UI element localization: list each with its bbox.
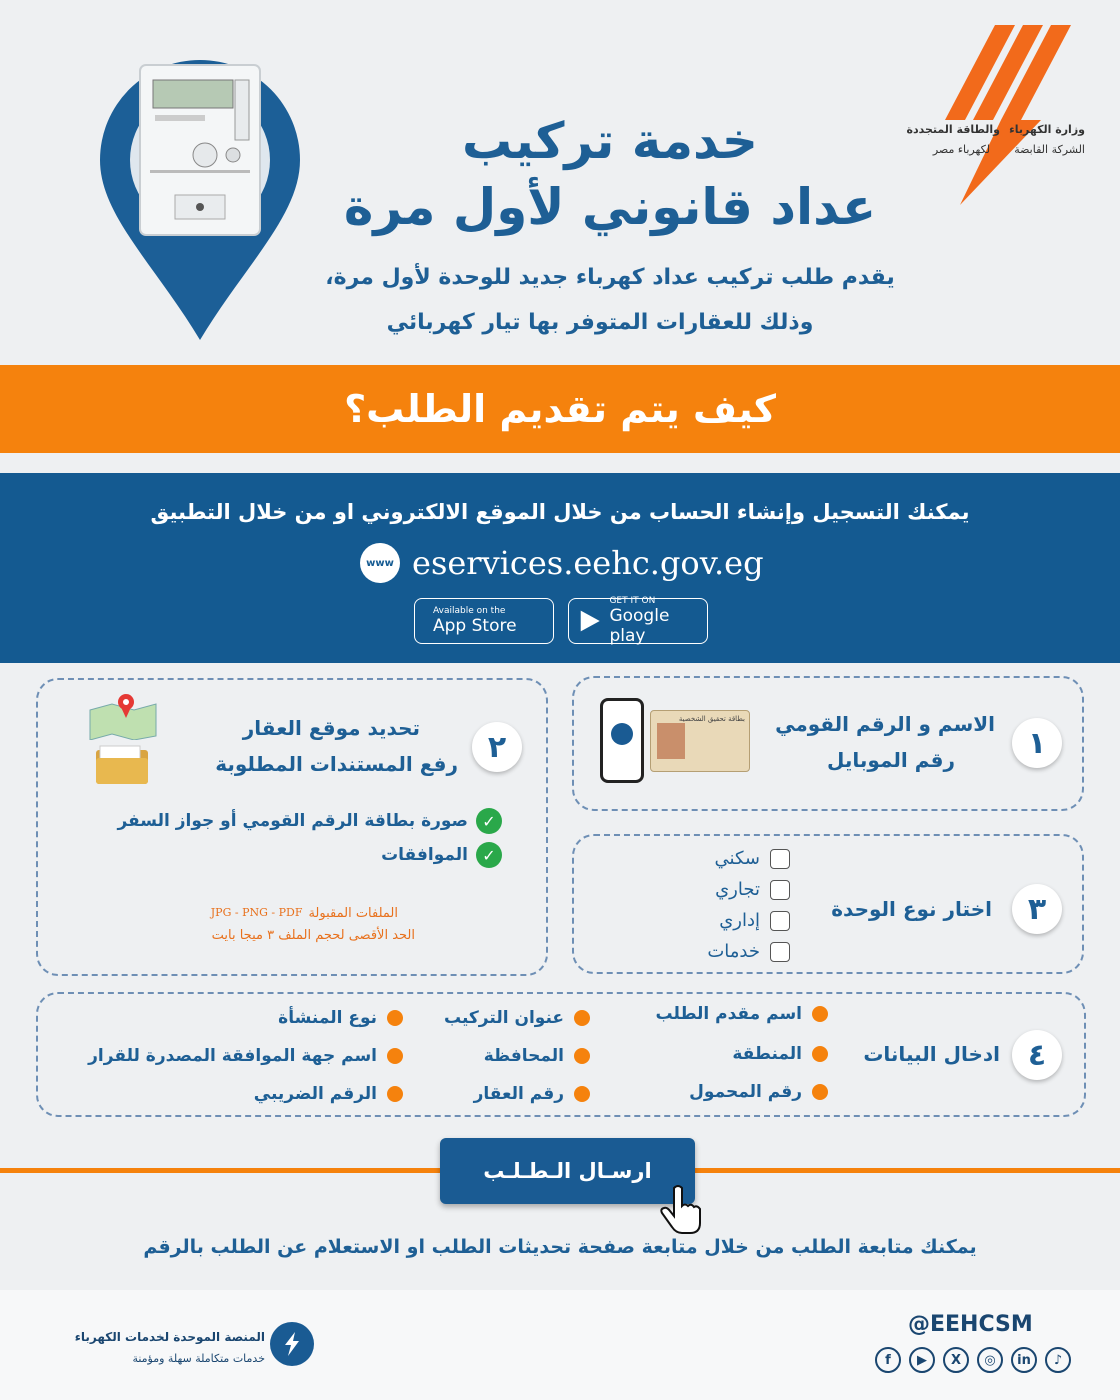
meter-pin-illustration [95, 55, 305, 345]
youtube-icon[interactable]: ▶ [909, 1347, 935, 1373]
hand-cursor-icon [660, 1184, 704, 1234]
logo-line3: الشركة القابضة [1014, 143, 1085, 156]
logo-line1: وزارة الكهرباء [1009, 123, 1085, 136]
step2-line2: رفع المستندات المطلوبة [215, 752, 458, 776]
field-applicant-name: اسم مقدم الطلب [620, 1004, 828, 1024]
platform-tagline: خدمات متكاملة سهلة ومؤمنة [132, 1352, 265, 1365]
step1-box [572, 676, 1084, 811]
x-icon[interactable]: X [943, 1347, 969, 1373]
required-doc-2: ✓ الموافقات [100, 842, 502, 868]
checkbox[interactable] [770, 911, 790, 931]
step4-label: ادخال البيانات [863, 1042, 1000, 1066]
checkbox[interactable] [770, 880, 790, 900]
social-links [875, 1347, 1071, 1373]
unit-type-services[interactable]: خدمات [680, 941, 790, 962]
accepted-files-note [170, 906, 398, 921]
step2-number: ٢ [472, 722, 522, 772]
field-property-number: رقم العقار [420, 1084, 590, 1104]
field-tax-number: الرقم الضريبي [55, 1084, 403, 1104]
field-district: المنطقة [620, 1044, 828, 1064]
logo-line4: لكهرباء مصر [932, 143, 990, 156]
step2-line1: تحديد موقع العقار [242, 716, 420, 740]
app-store-button[interactable] [414, 598, 554, 644]
check-icon: ✓ [476, 808, 502, 834]
googleplay-small-text: GET IT ON [609, 596, 656, 606]
step4-number: ٤ [1012, 1030, 1062, 1080]
subtitle-line1: يقدم طلب تركيب عداد كهرباء جديد للوحدة لأول مرة، [325, 265, 895, 290]
appstore-small-text: Available on the [433, 606, 506, 616]
logo-line2: والطاقة المتجددة [906, 123, 1000, 136]
unit-type-commercial[interactable]: تجاري [680, 879, 790, 900]
step3-number: ٣ [1012, 884, 1062, 934]
field-installation-address: عنوان التركيب [420, 1008, 590, 1028]
step1-number: ١ [1012, 718, 1062, 768]
ministry-logo [895, 25, 1095, 210]
platform-logo-icon [270, 1322, 314, 1366]
platform-name: المنصة الموحدة لخدمات الكهرباء [74, 1330, 265, 1344]
footer [0, 1290, 1120, 1400]
how-to-apply-title: كيف يتم تقديم الطلب؟ [344, 387, 776, 431]
google-play-button[interactable] [568, 598, 708, 644]
lightning-logo-icon [895, 25, 1095, 210]
field-governorate: المحافظة [420, 1046, 590, 1066]
social-handle[interactable]: @EEHCSM [908, 1312, 1033, 1337]
page-title-line1: خدمة تركيب [462, 112, 758, 170]
unit-type-residential[interactable]: سكني [680, 848, 790, 869]
id-card-caption: بطاقة تحقيق الشخصية [678, 715, 745, 723]
appstore-big-text: App Store [433, 616, 517, 636]
max-file-size-note: الحد الأقصى لحجم الملف ٣ ميجا بايت [211, 928, 415, 943]
electric-meter-icon [95, 55, 305, 345]
instagram-icon[interactable]: ◎ [977, 1347, 1003, 1373]
step1-line1: الاسم و الرقم القومي [775, 712, 995, 736]
submit-request-button[interactable]: ارسـال الـطـلـب [440, 1138, 695, 1204]
checkbox[interactable] [770, 942, 790, 962]
tiktok-icon[interactable]: ♪ [1045, 1347, 1071, 1373]
registration-text: يمكنك التسجيل وإنشاء الحساب من خلال الموقع الالكتروني او من خلال التطبيق [150, 500, 970, 524]
map-location-icon [88, 692, 158, 740]
accepted-files-label: الملفات المقبولة [308, 906, 398, 921]
website-link[interactable] [360, 538, 780, 588]
follow-request-text: يمكنك متابعة الطلب من خلال متابعة صفحة تحديثات الطلب او الاستعلام عن الطلب بالرقم [143, 1236, 977, 1258]
field-facility-type: نوع المنشأة [55, 1008, 403, 1028]
national-id-card-icon [650, 710, 750, 772]
page-title-line2: عداد قانوني لأول مرة [343, 178, 877, 236]
check-icon: ✓ [476, 842, 502, 868]
field-mobile-number: رقم المحمول [620, 1082, 828, 1102]
folder-icon [96, 744, 148, 784]
how-to-apply-banner [0, 365, 1120, 453]
step3-label: اختار نوع الوحدة [831, 897, 992, 921]
mobile-phone-icon [600, 698, 644, 783]
subtitle-line2: وذلك للعقارات المتوفر بها تيار كهربائي [386, 310, 814, 335]
googleplay-big-text: Google play [609, 606, 670, 646]
accepted-files-types: JPG - PNG - PDF [210, 906, 303, 919]
website-url[interactable]: eservices.eehc.gov.eg [412, 544, 764, 582]
play-triangle-icon [579, 607, 601, 635]
field-approval-authority: اسم جهة الموافقة المصدرة للقرار [55, 1046, 403, 1066]
unit-type-administrative[interactable]: إداري [680, 910, 790, 931]
linkedin-icon[interactable]: in [1011, 1347, 1037, 1373]
facebook-icon[interactable]: f [875, 1347, 901, 1373]
required-doc-1: ✓ صورة بطاقة الرقم القومي أو جواز السفر [100, 808, 502, 834]
checkbox[interactable] [770, 849, 790, 869]
step1-line2: رقم الموبايل [827, 748, 955, 772]
globe-icon: www [360, 543, 400, 583]
